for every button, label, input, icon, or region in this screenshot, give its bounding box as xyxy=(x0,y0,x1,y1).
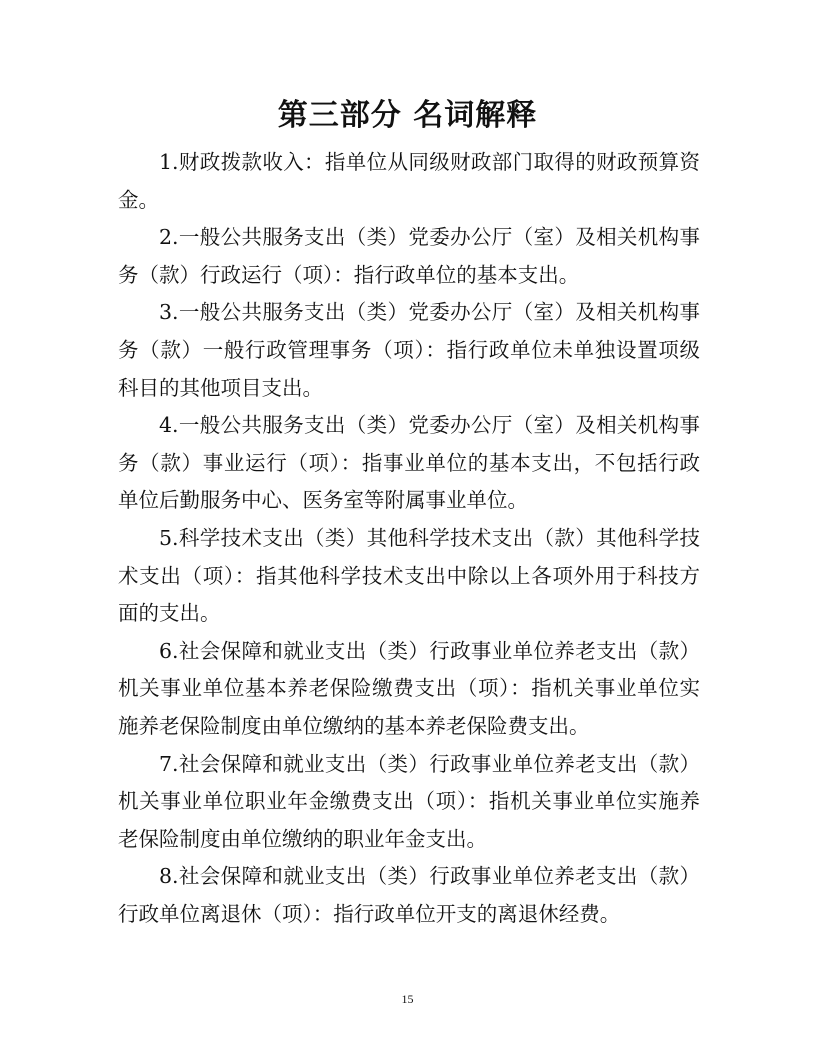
paragraph-4: 4.一般公共服务支出（类）党委办公厅（室）及相关机构事务（款）事业运行（项）：指事业单位的基本支出，不包括行政单位后勤服务中心、医务室等附属事业单位。 xyxy=(118,413,700,513)
page-title: 第三部分 名词解释 xyxy=(277,98,538,133)
paragraph-3: 3.一般公共服务支出（类）党委办公厅（室）及相关机构事务（款）一般行政管理事务（项）：指行政单位未单独设置项级科目的其他项目支出。 xyxy=(118,300,700,400)
document-body xyxy=(118,144,700,933)
paragraph-8: 8.社会保障和就业支出（类）行政事业单位养老支出（款）行政单位离退休（项）：指行政单位开支的离退休经费。 xyxy=(118,864,700,926)
page-number: 15 xyxy=(401,992,414,1006)
paragraph-1: 1.财政拨款收入：指单位从同级财政部门取得的财政预算资金。 xyxy=(118,150,700,212)
paragraph-7: 7.社会保障和就业支出（类）行政事业单位养老支出（款）机关事业单位职业年金缴费支出（项）：指机关事业单位实施养老保险制度由单位缴纳的职业年金支出。 xyxy=(118,751,700,851)
paragraph-2: 2.一般公共服务支出（类）党委办公厅（室）及相关机构事务（款）行政运行（项）：指行政单位的基本支出。 xyxy=(118,225,700,287)
paragraph-6: 6.社会保障和就业支出（类）行政事业单位养老支出（款）机关事业单位基本养老保险缴费支出（项）：指机关事业单位实施养老保险制度由单位缴纳的基本养老保险费支出。 xyxy=(118,638,700,738)
paragraph-5: 5.科学技术支出（类）其他科学技术支出（款）其他科学技术支出（项）：指其他科学技术支出中除以上各项外用于科技方面的支出。 xyxy=(118,525,700,626)
